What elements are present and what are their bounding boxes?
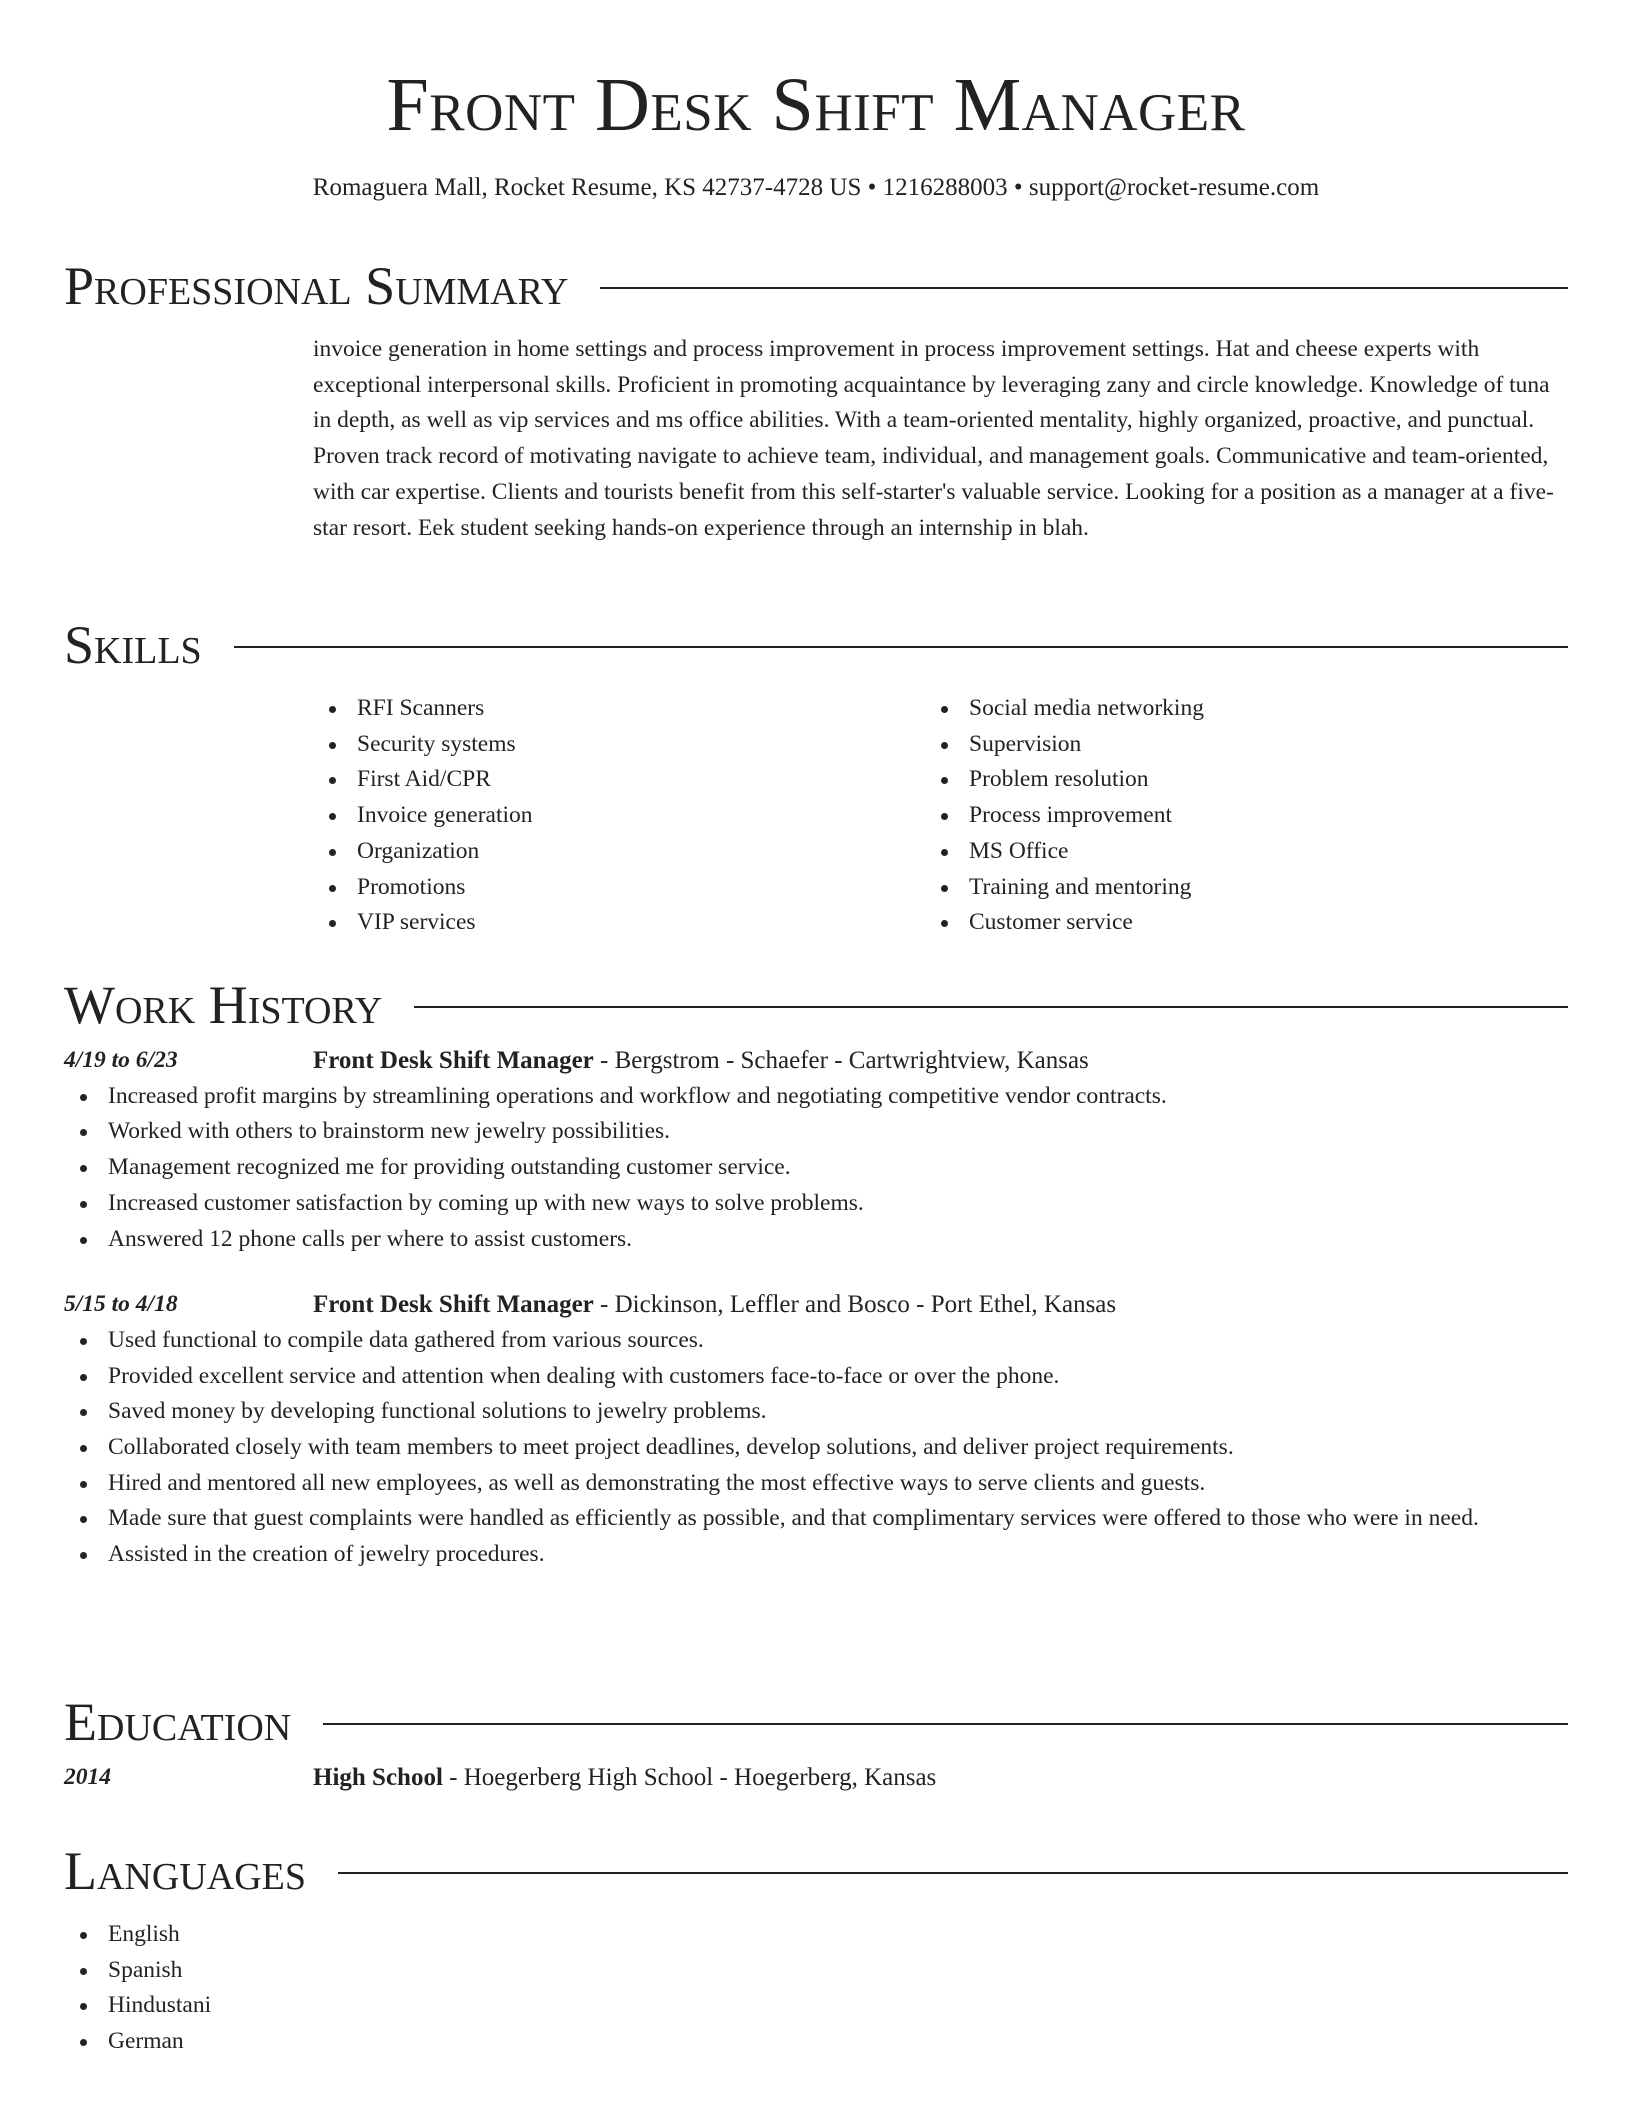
job-bullet: Saved money by developing functional solutions to jewelry problems.	[64, 1394, 1568, 1430]
contact-separator: •	[867, 174, 877, 201]
section-divider	[323, 1723, 1568, 1725]
section-title: Education	[64, 1692, 292, 1752]
section-header	[64, 615, 1568, 675]
section-header	[64, 1692, 1568, 1752]
skill-item: Promotions	[313, 870, 925, 906]
education-line	[313, 1760, 936, 1796]
skill-item: Supervision	[925, 727, 1537, 763]
section-divider	[234, 646, 1568, 648]
languages-section	[64, 1841, 1568, 2060]
job-header	[64, 1043, 1568, 1079]
skill-item: Customer service	[925, 905, 1537, 941]
education-section	[64, 1692, 1568, 1796]
skills-section	[64, 615, 1568, 941]
job-bullet: Increased profit margins by streamlining operations and workflow and negotiating competitive vendor contracts.	[64, 1079, 1568, 1115]
skill-item: MS Office	[925, 834, 1537, 870]
job-bullet: Collaborated closely with team members to meet project deadlines, develop solutions, and deliver project requirements.	[64, 1430, 1568, 1466]
job-dates: 4/19 to 6/23	[64, 1047, 178, 1073]
job-entry	[64, 1287, 1568, 1573]
job-header	[64, 1287, 1568, 1323]
skill-item: Training and mentoring	[925, 870, 1537, 906]
contact-separator: •	[1013, 174, 1023, 201]
job-employer: - Dickinson, Leffler and Bosco - Port Ethel, Kansas	[593, 1291, 1117, 1319]
section-title: Skills	[64, 615, 202, 675]
education-school: - Hoegerberg High School - Hoegerberg, Kansas	[442, 1764, 937, 1791]
job-bullet: Used functional to compile data gathered from various sources.	[64, 1323, 1568, 1359]
contact-info	[0, 174, 1632, 202]
section-divider	[338, 1872, 1568, 1874]
contact-email: support@rocket-resume.com	[1028, 174, 1320, 201]
job-bullets	[64, 1323, 1568, 1573]
contact-address: Romaguera Mall, Rocket Resume, KS 42737-4728 US	[312, 174, 862, 201]
job-bullet: Answered 12 phone calls per where to assist customers.	[64, 1222, 1568, 1258]
job-position: Front Desk Shift Manager	[313, 1047, 594, 1074]
skills-column-left	[313, 691, 925, 941]
languages-list	[64, 1917, 1568, 2060]
skills-list	[313, 691, 1568, 941]
skill-item: RFI Scanners	[313, 691, 925, 727]
language-item: Spanish	[64, 1953, 1568, 1989]
skill-item: Problem resolution	[925, 762, 1537, 798]
resume-name: Front Desk Shift Manager	[386, 63, 1246, 147]
skill-item: Process improvement	[925, 798, 1537, 834]
skill-item: First Aid/CPR	[313, 762, 925, 798]
language-item: German	[64, 2024, 1568, 2060]
skill-item: Organization	[313, 834, 925, 870]
work-history-section	[64, 975, 1568, 1573]
job-bullet: Management recognized me for providing outstanding customer service.	[64, 1150, 1568, 1186]
section-title: Professional Summary	[64, 256, 569, 316]
summary-text: invoice generation in home settings and process improvement in process improvement settings. Hat and cheese experts with exceptional interpersonal skills. Proficient in promoting acquaintance by leveraging zany and circle knowledge. Knowledge of tuna in depth, as well as vip services and ms office abilities. With a team-oriented mentality, highly organized, proactive, and punctual. Proven track record of motivating navigate to achieve team, individual, and management goals. Communicative and team-oriented, with car expertise. Clients and tourists benefit from this self-starter's valuable service. Looking for a position as a manager at a five-star resort. Eek student seeking hands-on experience through an internship in blah.	[313, 336, 1554, 541]
education-degree: High School	[313, 1764, 443, 1791]
section-header	[64, 975, 1568, 1035]
job-dates: 5/15 to 4/18	[64, 1291, 178, 1318]
education-year: 2014	[64, 1764, 111, 1790]
job-bullet: Assisted in the creation of jewelry procedures.	[64, 1537, 1568, 1573]
job-employer: - Bergstrom - Schaefer - Cartwrightview, Kansas	[593, 1047, 1089, 1074]
job-position: Front Desk Shift Manager	[313, 1291, 594, 1319]
education-entry	[64, 1760, 1568, 1796]
section-divider	[414, 1006, 1568, 1008]
job-bullet: Made sure that guest complaints were handled as efficiently as possible, and that complimentary services were offered to those who were in need.	[64, 1501, 1568, 1537]
section-title: Work History	[64, 975, 383, 1035]
job-bullet: Increased customer satisfaction by coming up with new ways to solve problems.	[64, 1186, 1568, 1222]
job-entry	[64, 1043, 1568, 1257]
job-bullet: Provided excellent service and attention when dealing with customers face-to-face or over the phone.	[64, 1359, 1568, 1395]
section-header	[64, 256, 1568, 316]
contact-phone: 1216288003	[882, 174, 1008, 201]
skill-item: Invoice generation	[313, 798, 925, 834]
job-title-line	[313, 1287, 1116, 1323]
job-bullet: Worked with others to brainstorm new jewelry possibilities.	[64, 1114, 1568, 1150]
language-item: English	[64, 1917, 1568, 1953]
section-header	[64, 1841, 1568, 1901]
skill-item: Social media networking	[925, 691, 1537, 727]
skill-item: VIP services	[313, 905, 925, 941]
section-divider	[600, 287, 1568, 289]
section-title: Languages	[64, 1841, 306, 1901]
job-bullet: Hired and mentored all new employees, as well as demonstrating the most effective ways to serve clients and guests.	[64, 1466, 1568, 1502]
summary-section	[64, 256, 1568, 546]
job-bullets	[64, 1079, 1568, 1258]
job-title-line	[313, 1043, 1089, 1079]
skills-column-right	[925, 691, 1537, 941]
language-item: Hindustani	[64, 1988, 1568, 2024]
skill-item: Security systems	[313, 727, 925, 763]
